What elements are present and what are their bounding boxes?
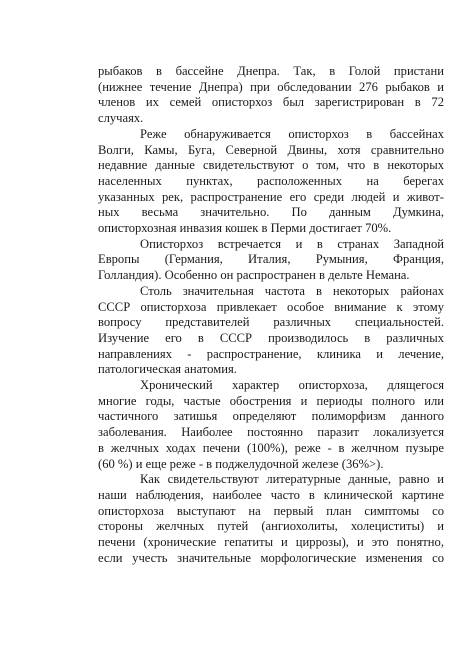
text-line: Описторхоз встречается и в странах Западной — [140, 236, 444, 251]
text-line: патологическая анатомия. — [98, 362, 237, 377]
paragraph-2 — [98, 127, 444, 237]
text-line: населенных пунктах, расположенных на берегах — [98, 173, 444, 188]
paragraph-4 — [98, 284, 444, 378]
text-line: ных весьма значительно. По данным Думкина, — [98, 205, 444, 220]
text-line: заболевания. Наиболее постоянно паразит локализуется — [98, 425, 444, 440]
text-line: членов их семей описторхоз был зарегистрирован в 72 — [98, 95, 444, 110]
text-line: описторхозная инвазия кошек в Перми достигает 70%. — [98, 221, 392, 236]
text-line: Хронический характер описторхоза, длящегося — [140, 378, 444, 393]
text-line: описторхоза выступают на первый план симптомы со — [98, 503, 444, 518]
paragraph-6 — [98, 472, 444, 566]
text-line: Голландия). Особенно он распространен в дельте Немана. — [98, 268, 410, 283]
text-line: многие годы, частые обострения и периоды полного или — [98, 393, 444, 408]
text-line: случаях. — [98, 111, 144, 126]
text-line: вопросу представителей различных специальностей. — [98, 315, 444, 330]
text-line: Как свидетельствуют литературные данные, равно и — [140, 472, 444, 487]
text-line: указанных рек, распространение его среди людей и живот- — [98, 189, 444, 204]
text-line: Изучение его в СССР производилось в различных — [98, 330, 444, 345]
text-line: Волги, Камы, Буга, Северной Двины, хотя сравнительно — [98, 142, 444, 157]
text-line: в желчных ходах печени (100%), реже - в желчном пузыре — [98, 440, 444, 455]
text-line: направлениях - распространение, клиника и лечение, — [98, 346, 444, 361]
text-line: недавние данные свидетельствуют о том, что в некоторых — [98, 158, 444, 173]
paragraph-5 — [98, 378, 444, 472]
text-line: Европы (Германия, Италия, Румыния, Франция, — [98, 252, 444, 267]
text-line: СССР описторхоза привлекает особое внимание к этому — [98, 299, 444, 314]
text-line: если учесть значительные морфологические изменения со — [98, 550, 444, 565]
paragraph-3 — [98, 237, 444, 284]
text-line: частичного затишья определяют полиморфизм данного — [98, 409, 444, 424]
paragraph-1 — [98, 64, 444, 127]
text-line: Столь значительная частота в некоторых районах — [140, 283, 444, 298]
text-line: рыбаков в бассейне Днепра. Так, в Голой пристани — [98, 64, 444, 78]
text-line: (60 %) и еще реже - в поджелудочной железе (36%>). — [98, 456, 384, 471]
text-line: стороны желчных путей (ангиохолиты, холециститы) и — [98, 519, 444, 534]
text-line: Реже обнаруживается описторхоз в бассейнах — [140, 126, 444, 141]
text-line: (нижнее течение Днепра) при обследовании 276 рыбаков и — [98, 79, 444, 94]
text-line: наши наблюдения, наиболее часто в клинической картине — [98, 487, 444, 502]
text-line: печени (хронические гепатиты и циррозы), и это понятно, — [98, 535, 444, 550]
